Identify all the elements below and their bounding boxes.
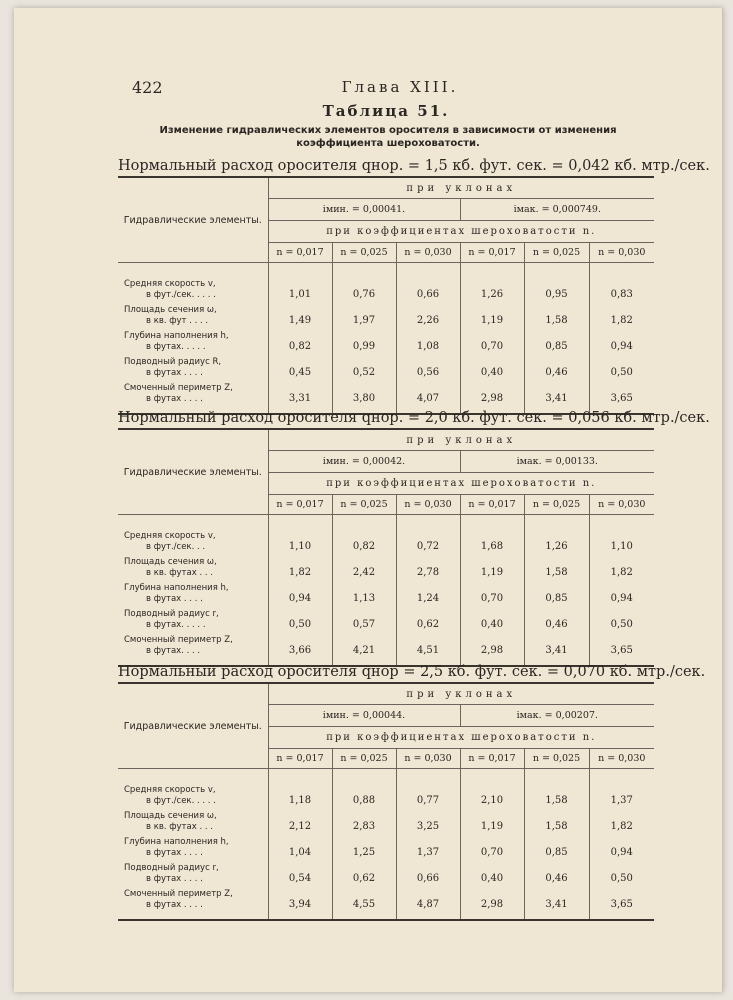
value-cell: 0,76 — [332, 277, 396, 303]
roughness-value: n = 0,030 — [589, 243, 654, 263]
table-row — [118, 835, 654, 861]
value-cell: 1,19 — [460, 555, 524, 581]
table-row — [118, 277, 654, 303]
value-cell: 2,78 — [396, 555, 460, 581]
value-cell: 2,98 — [460, 381, 524, 407]
element-name: Площадь сечения ω, — [124, 557, 217, 567]
spacer-cell — [396, 515, 460, 530]
spacer-cell — [118, 515, 268, 530]
element-name: Глубина наполнения h, — [124, 583, 229, 593]
element-label — [118, 835, 268, 861]
element-label — [118, 861, 268, 887]
value-cell: 0,88 — [332, 783, 396, 809]
value-cell: 1,37 — [396, 835, 460, 861]
element-unit: в кв. футах . . . — [146, 568, 213, 578]
value-cell: 0,70 — [460, 581, 524, 607]
element-unit: в футах . . . . — [146, 368, 203, 378]
element-unit: в кв. фут . . . . — [146, 316, 209, 326]
elements-header: Гидравлические элементы. — [118, 430, 268, 515]
value-cell: 3,66 — [268, 633, 332, 659]
value-cell: 1,82 — [610, 314, 633, 326]
value-cell: 1,01 — [268, 277, 332, 303]
table-caption: Изменение гидравлических элементов оросителя в зависимости от изменения коэффициента шероховатости. — [159, 125, 617, 149]
roughness-value: n = 0,025 — [524, 749, 589, 769]
data-table — [118, 430, 654, 667]
value-cell: 3,41 — [524, 633, 589, 659]
table-row — [118, 355, 654, 381]
spacer-cell — [332, 913, 396, 920]
roughness-header: при коэффициентах шероховатости n. — [268, 221, 654, 243]
value-cell: 4,87 — [396, 887, 460, 913]
table-row — [118, 607, 654, 633]
value-cell: 3,80 — [332, 381, 396, 407]
slope-max: iмак. = 0,00133. — [460, 451, 654, 473]
element-label — [118, 607, 268, 633]
spacer-cell — [118, 769, 268, 784]
roughness-value: n = 0,017 — [268, 495, 332, 515]
value-cell: 3,65 — [610, 644, 633, 656]
value-cell: 0,85 — [524, 835, 589, 861]
spacer-cell — [396, 769, 460, 784]
spacer-cell — [460, 263, 524, 278]
table-row — [118, 861, 654, 887]
value-cell: 1,82 — [610, 566, 633, 578]
elements-header: Гидравлические элементы. — [118, 178, 268, 263]
roughness-value: n = 0,017 — [460, 495, 524, 515]
spacer-cell — [460, 769, 524, 784]
element-name: Средняя скорость v, — [124, 785, 216, 795]
value-cell: 1,19 — [460, 809, 524, 835]
value-cell: 0,40 — [460, 861, 524, 887]
spacer-cell — [589, 913, 654, 920]
slopes-header: при уклонах — [268, 684, 654, 705]
element-label — [118, 633, 268, 659]
section-heading: Нормальный расход оросителя qнор. = 1,5 кб. фут. сек. = 0,042 кб. мтр./сек. — [118, 156, 654, 178]
spacer-cell — [332, 515, 396, 530]
elements-header: Гидравлические элементы. — [118, 684, 268, 769]
value-cell: 1,37 — [610, 794, 633, 806]
spacer-cell — [524, 913, 589, 920]
value-cell: 3,65 — [610, 898, 633, 910]
roughness-value: n = 0,025 — [332, 495, 396, 515]
value-cell: 4,51 — [396, 633, 460, 659]
element-unit: в футах . . . . — [146, 594, 203, 604]
value-cell: 2,83 — [332, 809, 396, 835]
value-cell: 0,52 — [332, 355, 396, 381]
table-row — [118, 381, 654, 407]
spacer-cell — [268, 263, 332, 278]
roughness-value: n = 0,030 — [396, 749, 460, 769]
data-table — [118, 684, 654, 921]
value-cell: 4,07 — [396, 381, 460, 407]
element-name: Подводный радиус r, — [124, 609, 219, 619]
roughness-value: n = 0,017 — [268, 749, 332, 769]
roughness-value: n = 0,017 — [460, 243, 524, 263]
value-cell: 3,41 — [524, 381, 589, 407]
element-unit: в футах . . . . — [146, 394, 203, 404]
roughness-header: при коэффициентах шероховатости n. — [268, 727, 654, 749]
roughness-value: n = 0,030 — [589, 749, 654, 769]
value-cell: 2,12 — [268, 809, 332, 835]
value-cell: 0,70 — [460, 835, 524, 861]
value-cell: 0,46 — [524, 355, 589, 381]
element-name: Площадь сечения ω, — [124, 305, 217, 315]
table-row — [118, 329, 654, 355]
value-cell: 1,82 — [610, 820, 633, 832]
spacer-cell — [268, 769, 332, 784]
value-cell: 0,72 — [396, 529, 460, 555]
slope-min: iмин. = 0,00044. — [268, 705, 460, 727]
element-label — [118, 529, 268, 555]
table-row — [118, 581, 654, 607]
value-cell: 0,40 — [460, 607, 524, 633]
element-unit: в футах. . . . — [146, 646, 201, 656]
value-cell: 0,82 — [332, 529, 396, 555]
element-label — [118, 277, 268, 303]
value-cell: 0,95 — [524, 277, 589, 303]
value-cell: 0,50 — [610, 366, 633, 378]
value-cell: 1,08 — [396, 329, 460, 355]
value-cell: 0,56 — [396, 355, 460, 381]
roughness-value: n = 0,030 — [396, 495, 460, 515]
value-cell: 1,26 — [460, 277, 524, 303]
spacer-cell — [396, 263, 460, 278]
table-row — [118, 303, 654, 329]
value-cell: 0,94 — [610, 340, 633, 352]
element-label — [118, 783, 268, 809]
table-section — [118, 662, 706, 921]
roughness-value: n = 0,025 — [332, 243, 396, 263]
element-name: Площадь сечения ω, — [124, 811, 217, 821]
spacer-cell — [118, 263, 268, 278]
value-cell: 1,97 — [332, 303, 396, 329]
spacer-cell — [524, 515, 589, 530]
element-label — [118, 303, 268, 329]
value-cell: 0,70 — [460, 329, 524, 355]
value-cell: 0,94 — [610, 592, 633, 604]
value-cell: 1,58 — [524, 555, 589, 581]
element-name: Глубина наполнения h, — [124, 331, 229, 341]
spacer-cell — [589, 263, 654, 278]
element-name: Средняя скорость v, — [124, 531, 216, 541]
value-cell: 1,49 — [268, 303, 332, 329]
roughness-header: при коэффициентах шероховатости n. — [268, 473, 654, 495]
roughness-value: n = 0,030 — [589, 495, 654, 515]
value-cell: 0,83 — [610, 288, 633, 300]
table-row — [118, 783, 654, 809]
value-cell: 0,77 — [396, 783, 460, 809]
element-unit: в футах . . . . — [146, 848, 203, 858]
value-cell: 2,98 — [460, 633, 524, 659]
table-section — [118, 408, 710, 667]
value-cell: 1,58 — [524, 783, 589, 809]
value-cell: 0,62 — [332, 861, 396, 887]
slope-max: iмак. = 0,00207. — [460, 705, 654, 727]
roughness-value: n = 0,025 — [524, 243, 589, 263]
spacer-cell — [268, 515, 332, 530]
element-name: Подводный радиус R, — [124, 357, 222, 367]
table-row — [118, 529, 654, 555]
element-name: Смоченный периметр Z, — [124, 383, 233, 393]
element-name: Смоченный периметр Z, — [124, 889, 233, 899]
table-section — [118, 156, 710, 415]
table-title: Таблица 51. — [322, 102, 450, 120]
value-cell: 0,66 — [396, 277, 460, 303]
slopes-header: при уклонах — [268, 430, 654, 451]
value-cell: 0,94 — [610, 846, 633, 858]
value-cell: 4,21 — [332, 633, 396, 659]
value-cell: 1,24 — [396, 581, 460, 607]
value-cell: 2,26 — [396, 303, 460, 329]
spacer-cell — [332, 769, 396, 784]
value-cell: 0,85 — [524, 581, 589, 607]
slope-max: iмак. = 0,000749. — [460, 199, 654, 221]
value-cell: 0,62 — [396, 607, 460, 633]
value-cell: 2,42 — [332, 555, 396, 581]
slopes-header: при уклонах — [268, 178, 654, 199]
roughness-value: n = 0,030 — [396, 243, 460, 263]
value-cell: 0,54 — [268, 861, 332, 887]
slope-min: iмин. = 0,00042. — [268, 451, 460, 473]
table-row — [118, 555, 654, 581]
value-cell: 2,98 — [460, 887, 524, 913]
element-unit: в футах. . . . . — [146, 620, 206, 630]
chapter-title: Глава XIII. — [341, 78, 459, 96]
spacer-cell — [460, 913, 524, 920]
data-table — [118, 178, 654, 415]
value-cell: 0,85 — [524, 329, 589, 355]
value-cell: 0,94 — [268, 581, 332, 607]
value-cell: 1,58 — [524, 809, 589, 835]
element-label — [118, 887, 268, 913]
value-cell: 1,10 — [610, 540, 633, 552]
element-name: Глубина наполнения h, — [124, 837, 229, 847]
value-cell: 3,25 — [396, 809, 460, 835]
value-cell: 0,57 — [332, 607, 396, 633]
table-row — [118, 809, 654, 835]
table-row — [118, 633, 654, 659]
value-cell: 1,19 — [460, 303, 524, 329]
value-cell: 0,50 — [610, 618, 633, 630]
element-label — [118, 581, 268, 607]
spacer-cell — [396, 913, 460, 920]
value-cell: 1,58 — [524, 303, 589, 329]
value-cell: 0,45 — [268, 355, 332, 381]
value-cell: 1,25 — [332, 835, 396, 861]
value-cell: 0,99 — [332, 329, 396, 355]
element-name: Подводный радиус r, — [124, 863, 219, 873]
roughness-value: n = 0,017 — [460, 749, 524, 769]
slope-min: iмин. = 0,00041. — [268, 199, 460, 221]
value-cell: 3,41 — [524, 887, 589, 913]
element-label — [118, 381, 268, 407]
element-unit: в фут./сек. . . — [146, 542, 206, 552]
value-cell: 1,18 — [268, 783, 332, 809]
element-label — [118, 355, 268, 381]
element-label — [118, 555, 268, 581]
spacer-cell — [524, 263, 589, 278]
element-name: Средняя скорость v, — [124, 279, 216, 289]
element-unit: в фут./сек. . . . . — [146, 290, 216, 300]
value-cell: 4,55 — [332, 887, 396, 913]
table-row — [118, 887, 654, 913]
value-cell: 1,10 — [268, 529, 332, 555]
value-cell: 1,26 — [524, 529, 589, 555]
roughness-value: n = 0,025 — [524, 495, 589, 515]
value-cell: 0,46 — [524, 607, 589, 633]
element-name: Смоченный периметр Z, — [124, 635, 233, 645]
spacer-cell — [460, 515, 524, 530]
section-heading: Нормальный расход оросителя qнор = 2,5 кб. фут. сек. = 0,070 кб. мтр./сек. — [118, 662, 654, 684]
value-cell: 2,10 — [460, 783, 524, 809]
roughness-value: n = 0,017 — [268, 243, 332, 263]
spacer-cell — [589, 515, 654, 530]
element-unit: в фут./сек. . . . . — [146, 796, 216, 806]
value-cell: 3,65 — [610, 392, 633, 404]
value-cell: 3,94 — [268, 887, 332, 913]
element-label — [118, 809, 268, 835]
value-cell: 0,46 — [524, 861, 589, 887]
value-cell: 0,50 — [268, 607, 332, 633]
element-unit: в футах . . . . — [146, 874, 203, 884]
value-cell: 0,82 — [268, 329, 332, 355]
element-unit: в кв. футах . . . — [146, 822, 213, 832]
element-unit: в футах. . . . . — [146, 342, 206, 352]
running-header — [132, 78, 668, 102]
spacer-cell — [268, 913, 332, 920]
value-cell: 0,50 — [610, 872, 633, 884]
value-cell: 1,04 — [268, 835, 332, 861]
value-cell: 3,31 — [268, 381, 332, 407]
spacer-cell — [589, 769, 654, 784]
roughness-value: n = 0,025 — [332, 749, 396, 769]
element-label — [118, 329, 268, 355]
value-cell: 1,13 — [332, 581, 396, 607]
value-cell: 0,40 — [460, 355, 524, 381]
spacer-cell — [118, 913, 268, 920]
element-unit: в футах . . . . — [146, 900, 203, 910]
page-number: 422 — [132, 78, 163, 97]
value-cell: 1,68 — [460, 529, 524, 555]
section-heading: Нормальный расход оросителя qнор. = 2,0 кб. фут. сек. = 0,056 кб. мтр./сек. — [118, 408, 654, 430]
spacer-cell — [332, 263, 396, 278]
spacer-cell — [524, 769, 589, 784]
value-cell: 1,82 — [268, 555, 332, 581]
value-cell: 0,66 — [396, 861, 460, 887]
